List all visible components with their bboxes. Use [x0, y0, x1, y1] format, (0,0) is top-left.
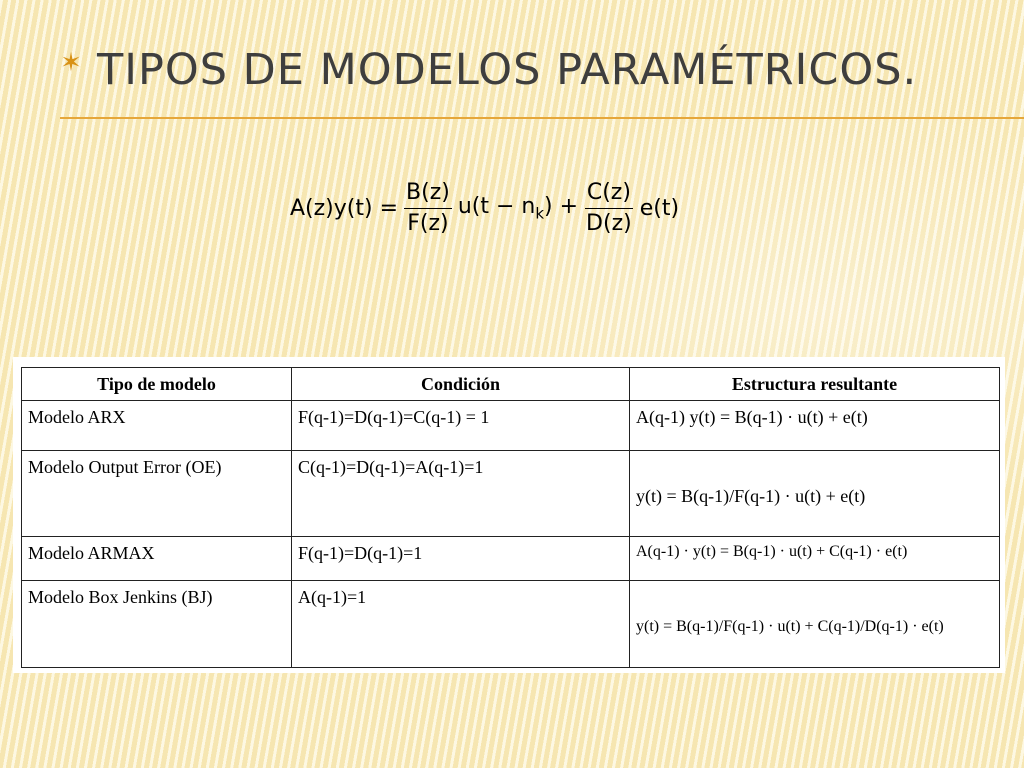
equation-lhs: A(z)y(t) = — [290, 196, 399, 221]
model-name: Modelo ARX — [22, 401, 292, 451]
model-structure: y(t) = B(q-1)/F(q-1) · u(t) + C(q-1)/D(q-1) · e(t) — [630, 581, 1000, 668]
header-structure: Estructura resultante — [630, 368, 1000, 401]
model-condition: F(q-1)=D(q-1)=1 — [292, 537, 630, 581]
header-model-type: Tipo de modelo — [22, 368, 292, 401]
model-structure: y(t) = B(q-1)/F(q-1) · u(t) + e(t) — [630, 451, 1000, 537]
title-bullet-icon: ✶ — [60, 48, 82, 78]
slide-title: TIPOS DE MODELOS PARAMÉTRICOS. — [97, 45, 918, 95]
model-name: Modelo Output Error (OE) — [22, 451, 292, 537]
model-structure: A(q-1) y(t) = B(q-1) · u(t) + e(t) — [630, 401, 1000, 451]
table-row — [22, 581, 1000, 668]
equation-input-term: $u(t - n_k)$ + — [457, 194, 579, 223]
equation-fraction-cd-numerator: C(z) — [585, 180, 633, 209]
equation-fraction-cd-denominator: D(z) — [586, 211, 632, 236]
equation-fraction-bf-denominator: F(z) — [407, 211, 449, 236]
table-row — [22, 537, 1000, 581]
equation-fraction-cd — [584, 180, 634, 237]
model-table-image — [13, 357, 1005, 673]
model-types-table — [21, 367, 1000, 668]
table-row — [22, 451, 1000, 537]
model-condition: A(q-1)=1 — [292, 581, 630, 668]
table-row — [22, 401, 1000, 451]
table-header-row — [22, 368, 1000, 401]
equation-rhs: e(t) — [639, 196, 680, 221]
equation-fraction-bf-numerator: B(z) — [404, 180, 452, 209]
model-name: Modelo ARMAX — [22, 537, 292, 581]
general-model-equation — [290, 180, 679, 237]
model-structure: A(q-1) · y(t) = B(q-1) · u(t) + C(q-1) · e(t) — [630, 537, 1000, 581]
header-condition: Condición — [292, 368, 630, 401]
model-name: Modelo Box Jenkins (BJ) — [22, 581, 292, 668]
model-condition: F(q-1)=D(q-1)=C(q-1) = 1 — [292, 401, 630, 451]
title-divider — [60, 117, 1024, 119]
equation-fraction-bf — [404, 180, 452, 237]
model-condition: C(q-1)=D(q-1)=A(q-1)=1 — [292, 451, 630, 537]
